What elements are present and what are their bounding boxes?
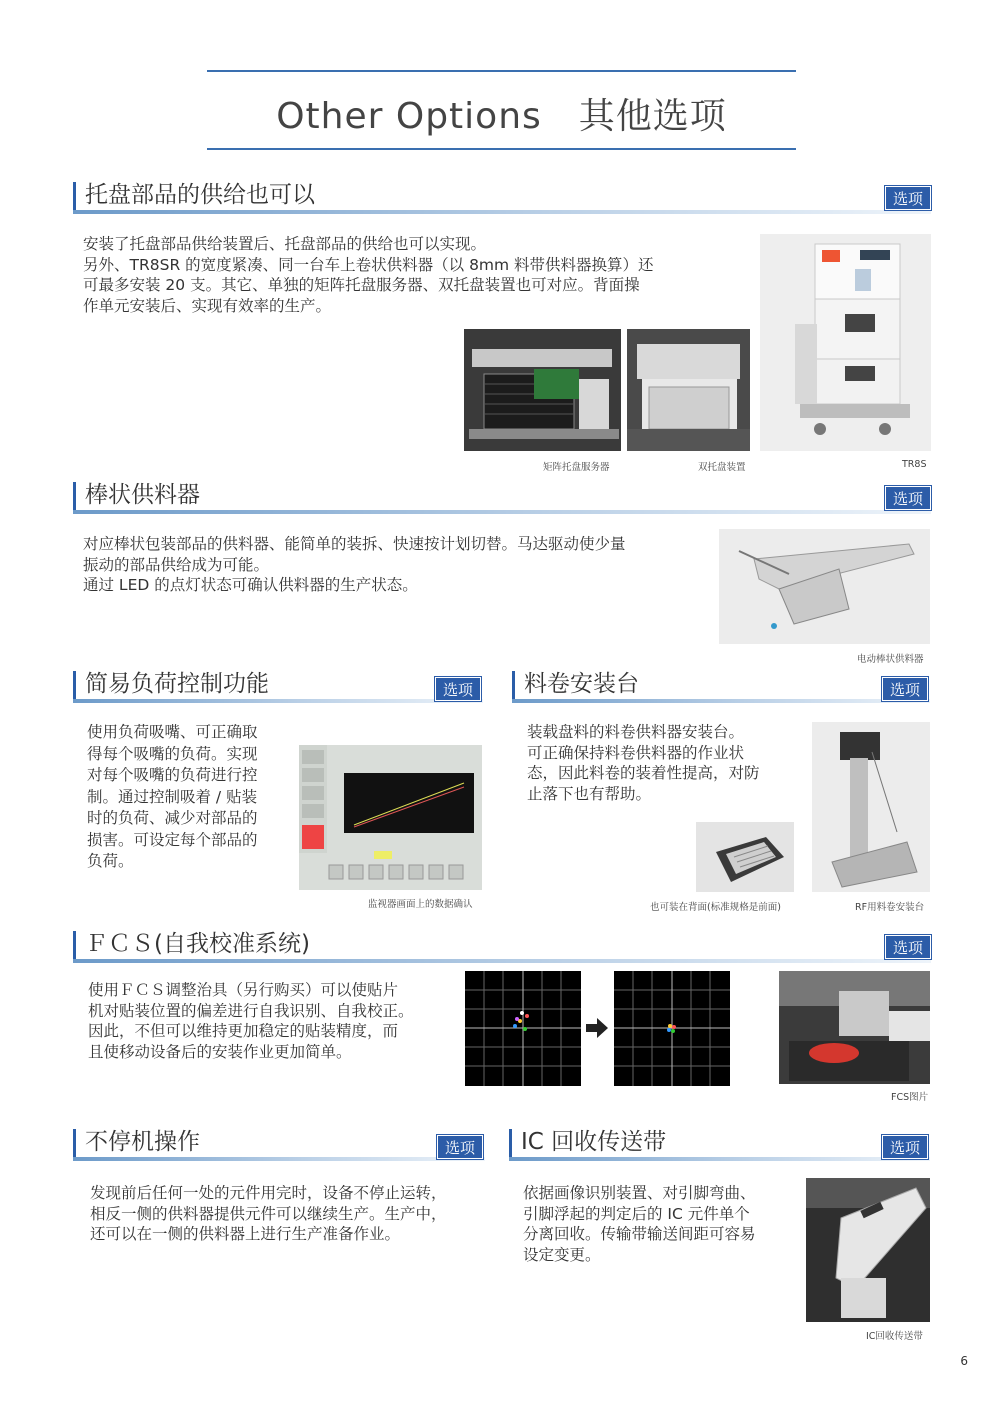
photo-caption: FCS图片 (891, 1092, 929, 1103)
fcs-after-grid (614, 971, 730, 1086)
title-top-rule (207, 70, 796, 72)
option-badge: 选项 (882, 1135, 928, 1159)
stick-feeder-photo (719, 529, 930, 644)
header-underline (73, 699, 483, 703)
text-line: 对每个吸嘴的负荷进行控 (87, 766, 258, 784)
photo-caption: IC回收传送带 (866, 1331, 923, 1342)
section-title: IC 回收传送带 (521, 1129, 667, 1155)
text-line: 对应棒状包装部品的供料器、能简单的装拆、快速按计划切替。马达驱动使少量 (83, 535, 626, 553)
text-line: 且使移动设备后的安装作业更加简单。 (88, 1042, 352, 1061)
section-header-load-control (73, 669, 483, 703)
section-header-tray (73, 180, 931, 214)
option-badge: 选项 (885, 935, 931, 959)
photo-caption: RF用料卷安装台 (855, 902, 925, 913)
header-underline (73, 510, 931, 514)
text-line: 使用ＦＣＳ调整治具（另行购买）可以使贴片 (88, 981, 399, 999)
monitor-screen-photo (299, 745, 482, 890)
text-line: 机对贴装位置的偏差进行自我识别、自我校正。 (88, 1001, 414, 1020)
header-accent-bar (509, 1129, 512, 1157)
section-title: 简易负荷控制功能 (85, 671, 269, 697)
matrix-tray-server-photo (464, 329, 621, 451)
photo-caption: TR8S (902, 459, 927, 470)
section-text-ic-conveyor (523, 1183, 793, 1265)
section-header-nonstop (73, 1127, 485, 1161)
option-badge: 选项 (885, 486, 931, 510)
page-number: 6 (960, 1354, 968, 1368)
section-header-fcs (73, 929, 931, 963)
section-title: 不停机操作 (85, 1129, 200, 1155)
text-line: 得每个吸嘴的负荷。实现 (87, 744, 258, 763)
text-line: 止落下也有帮助。 (527, 784, 652, 803)
text-line: 发现前后任何一处的元件用完时，设备不停止运转， (90, 1184, 447, 1202)
fcs-before-grid (465, 971, 581, 1086)
dual-tray-photo (627, 329, 750, 451)
ic-conveyor-photo (806, 1178, 930, 1322)
section-text-fcs (88, 980, 448, 1062)
header-underline (73, 210, 931, 214)
text-line: 引脚浮起的判定后的 IC 元件单个 (523, 1204, 750, 1223)
header-underline (512, 699, 930, 703)
header-accent-bar (73, 671, 76, 699)
section-text-reel-table (527, 722, 787, 804)
text-line: 因此，不但可以维持更加稳定的贴装精度，而 (88, 1022, 399, 1040)
reel-rear-mount-photo (696, 822, 794, 892)
photo-caption: 电动棒状供料器 (857, 654, 924, 665)
text-line: 安装了托盘部品供给装置后、托盘部品的供给也可以实现。 (83, 235, 487, 253)
text-line: 依据画像识别装置、对引脚弯曲、 (523, 1184, 756, 1202)
section-text-nonstop (90, 1183, 490, 1245)
text-line: 负荷。 (87, 852, 134, 870)
header-accent-bar (73, 931, 76, 959)
section-title: 棒状供料器 (85, 482, 200, 508)
title-bottom-rule (207, 148, 796, 150)
text-line: 可最多安装 20 支。其它、单独的矩阵托盘服务器、双托盘装置也可对应。背面操 (83, 276, 640, 294)
option-badge: 选项 (882, 677, 928, 701)
text-line: 振动的部品供给成为可能。 (83, 555, 270, 574)
text-line: 使用负荷吸嘴、可正确取 (87, 723, 258, 741)
text-line: 制。通过控制吸着 / 贴装 (87, 787, 258, 806)
section-header-reel-table (512, 669, 930, 703)
photo-caption: 也可装在背面(标准规格是前面) (650, 902, 781, 913)
tr8s-machine-photo (760, 234, 931, 451)
option-badge: 选项 (435, 677, 481, 701)
text-line: 分离回收。传输带输送间距可容易 (523, 1225, 756, 1243)
header-underline (73, 1157, 485, 1161)
header-accent-bar (512, 671, 515, 699)
photo-caption: 双托盘装置 (698, 462, 746, 473)
text-line: 可正确保持料卷供料器的作业状 (527, 743, 745, 762)
text-line: 相反一侧的供料器提供元件可以继续生产。生产中， (90, 1204, 447, 1223)
section-text-load-control (87, 722, 287, 873)
header-accent-bar (73, 1129, 76, 1157)
section-text-stick-feeder (83, 534, 703, 596)
photo-caption: 矩阵托盘服务器 (543, 462, 610, 473)
header-accent-bar (73, 182, 76, 210)
option-badge: 选项 (437, 1135, 483, 1159)
text-line: 态，因此料卷的装着性提高，对防 (527, 764, 760, 782)
text-line: 装载盘料的料卷供料器安装台。 (527, 723, 745, 741)
text-line: 还可以在一侧的供料器上进行生产准备作业。 (90, 1225, 401, 1243)
text-line: 通过 LED 的点灯状态可确认供料器的生产状态。 (83, 576, 418, 594)
header-accent-bar (73, 482, 76, 510)
text-line: 时的负荷、减少对部品的 (87, 809, 258, 827)
text-line: 设定变更。 (523, 1245, 601, 1264)
header-underline (509, 1157, 930, 1161)
section-title: ＦＣＳ(自我校准系统) (85, 931, 310, 957)
section-text-tray (83, 234, 723, 316)
text-line: 另外、TR8SR 的宽度紧凑、同一台车上卷状供料器（以 8mm 料带供料器换算）还 (83, 255, 654, 274)
text-line: 损害。可设定每个部品的 (87, 830, 258, 849)
section-header-stick-feeder (73, 480, 931, 514)
arrow-right-icon (586, 1018, 608, 1038)
text-line: 作单元安装后、实现有效率的生产。 (83, 296, 332, 315)
section-title: 料卷安装台 (524, 671, 639, 697)
fcs-machine-photo (779, 971, 930, 1084)
section-header-ic-conveyor (509, 1127, 930, 1161)
photo-caption: 监视器画面上的数据确认 (368, 899, 473, 910)
rf-reel-table-photo (812, 722, 930, 892)
header-underline (73, 959, 931, 963)
option-badge: 选项 (885, 186, 931, 210)
page-title: Other Options 其他选项 (276, 96, 727, 137)
section-title: 托盘部品的供给也可以 (85, 182, 315, 208)
